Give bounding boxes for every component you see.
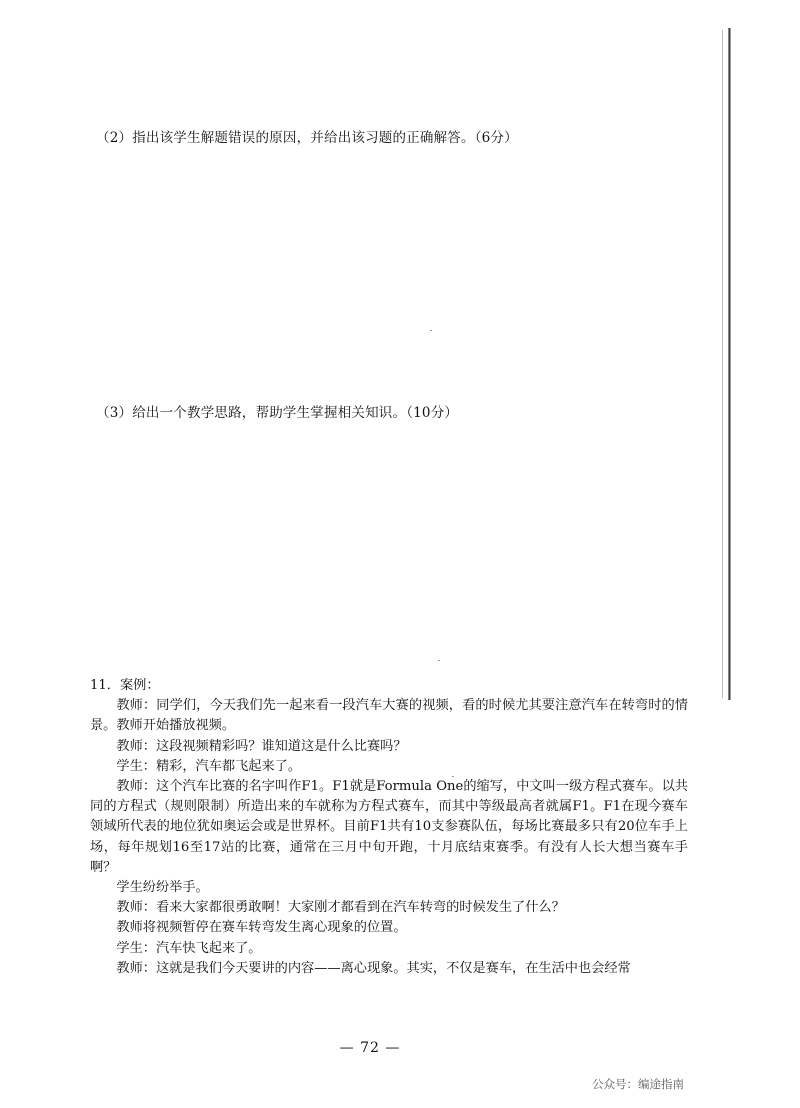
case-paragraph: 教师：看来大家都很勇敢啊！大家刚才都看到在汽车转弯的时候发生了什么？ [116, 900, 565, 916]
case-paragraph: 教师：这就是我们今天要讲的内容——离心现象。其实，不仅是赛车，在生活中也会经常 [116, 960, 631, 976]
case-paragraph: 学生纷纷举手。 [116, 880, 209, 896]
scan-speck [430, 330, 432, 331]
page-number: — 72 — [339, 1040, 401, 1056]
case-paragraph: 学生：精彩，汽车都飞起来了。 [116, 758, 302, 774]
question-2: （2）指出该学生解题错误的原因，并给出该习题的正确解答。（6分） [96, 130, 518, 146]
scan-speck [438, 660, 440, 661]
scan-binding-edge [728, 28, 731, 700]
case-paragraph: 教师：这个汽车比赛的名字叫作F1。F1就是Formula One的缩写，中文叫一级方程式赛车。以共同的方程式（规则限制）所造出来的车就称为方程式赛车，而其中等级最高者就属F1。F1在现今赛车领域所代表的地位犹如奥运会或是世界杯。目前F1共有10支参赛队伍，每场比赛最多只有20位车手上场，每年规划16至17站的比赛，通常在三月中旬开跑，十月底结束赛季。有没有人长大想当赛车手啊？ [90, 779, 688, 875]
case-paragraph: 教师：这段视频精彩吗？谁知道这是什么比赛吗？ [116, 738, 407, 754]
scan-binding-line [722, 30, 723, 698]
watermark-text: 公众号：编途指南 [592, 1077, 684, 1091]
case-paragraph: 学生：汽车快飞起来了。 [116, 940, 262, 956]
case-paragraph: 教师：同学们，今天我们先一起来看一段汽车大赛的视频，看的时候尤其要注意汽车在转弯时的情景。教师开始播放视频。 [90, 698, 688, 734]
case-section [90, 676, 688, 979]
question-3: （3）给出一个教学思路，帮助学生掌握相关知识。（10分） [96, 405, 459, 421]
case-paragraph: 教师将视频暂停在赛车转弯发生离心现象的位置。 [116, 920, 407, 936]
case-heading: 11．案例： [90, 678, 160, 693]
scan-speck [452, 776, 454, 777]
